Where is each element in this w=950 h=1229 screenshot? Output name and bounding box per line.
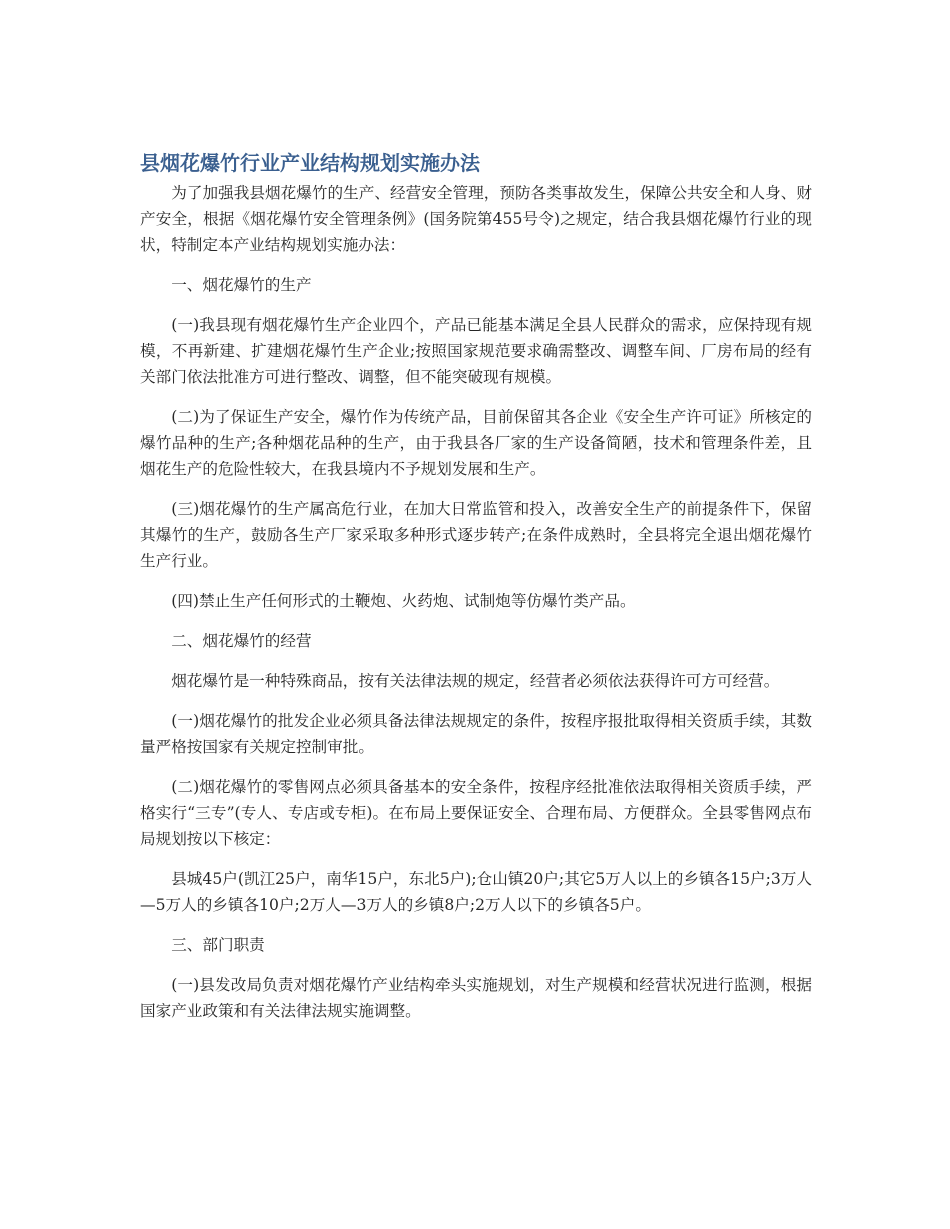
document-page <box>140 148 812 1038</box>
duties-item-1: (一)县发改局负责对烟花爆竹产业结构牵头实施规划，对生产规模和经营状况进行监测，根据国家产业政策和有关法律法规实施调整。 <box>140 976 812 1020</box>
production-item-1: (一)我县现有烟花爆竹生产企业四个，产品已能基本满足全县人民群众的需求，应保持现有规模，不再新建、扩建烟花爆竹生产企业;按照国家规范要求确需整改、调整车间、厂房布局的经有关部门依法批准方可进行整改、调整，但不能突破现有规模。 <box>140 316 812 386</box>
intro-paragraph: 为了加强我县烟花爆竹的生产、经营安全管理，预防各类事故发生，保障公共安全和人身、财产安全，根据《烟花爆竹安全管理条例》(国务院第455号令)之规定，结合我县烟花爆竹行业的现状，特制定本产业结构规划实施办法： <box>140 184 812 254</box>
operation-item-1: (一)烟花爆竹的批发企业必须具备法律法规规定的条件，按程序报批取得相关资质手续，其数量严格按国家有关规定控制审批。 <box>140 712 812 756</box>
document-title: 县烟花爆竹行业产业结构规划实施办法 <box>140 151 480 175</box>
operation-item-2: (二)烟花爆竹的零售网点必须具备基本的安全条件，按程序经批准依法取得相关资质手续，严格实行“三专”(专人、专店或专柜)。在布局上要保证安全、合理布局、方便群众。全县零售网点布局规划按以下核定： <box>140 778 812 848</box>
section-heading-operation: 二、烟花爆竹的经营 <box>171 632 312 650</box>
section-heading-duties: 三、部门职责 <box>171 936 265 954</box>
production-item-4: (四)禁止生产任何形式的土鞭炮、火药炮、试制炮等仿爆竹类产品。 <box>171 592 636 610</box>
retail-outlet-quota: 县城45户(凯江25户，南华15户，东北5户);仓山镇20户;其它5万人以上的乡镇各15户;3万人—5万人的乡镇各10户;2万人—3万人的乡镇8户;2万人以下的乡镇各5户。 <box>140 870 812 914</box>
operation-intro: 烟花爆竹是一种特殊商品，按有关法律法规的规定，经营者必须依法获得许可方可经营。 <box>171 672 780 690</box>
production-item-3: (三)烟花爆竹的生产属高危行业，在加大日常监管和投入，改善安全生产的前提条件下，保留其爆竹的生产，鼓励各生产厂家采取多种形式逐步转产;在条件成熟时，全县将完全退出烟花爆竹生产行业。 <box>140 500 812 570</box>
section-heading-production: 一、烟花爆竹的生产 <box>171 276 312 294</box>
production-item-2: (二)为了保证生产安全，爆竹作为传统产品，目前保留其各企业《安全生产许可证》所核定的爆竹品种的生产;各种烟花品种的生产，由于我县各厂家的生产设备简陋，技术和管理条件差，且烟花生产的危险性较大，在我县境内不予规划发展和生产。 <box>140 408 812 478</box>
